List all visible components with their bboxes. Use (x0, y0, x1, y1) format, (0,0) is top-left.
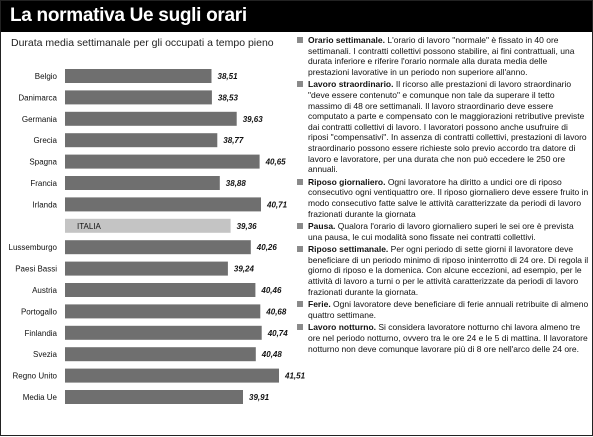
value-label-italia: 39,36 (236, 221, 257, 231)
category-label-media-ue: Media Ue (22, 393, 57, 402)
note-text: Si considera lavoratore notturno chi lavora almeno tre ore nel periodo notturno, ovvero tra le ore 24 e le 5 di mattina. Il lavoratore notturno non deve comunque lavorare più di 8 ore nell'arco delle 24 ore. (308, 322, 588, 354)
note-ferie (297, 299, 589, 320)
note-text: Per ogni periodo di sette giorni il lavoratore deve beneficiare di un periodo minimo di riposo ininterrotto di 24 ore. Di regola il giorno di riposo e la domenica. Con alcune eccezioni, ad esempio, per le attività di lavoro a turni o per le attività caratterizzate da periodi di lavoro frazionati durante la giornata. (308, 244, 589, 297)
bar-grecia (65, 133, 217, 147)
value-label-spagna: 40,65 (265, 157, 286, 167)
value-label-francia: 38,88 (225, 179, 246, 188)
bar-portogallo (65, 304, 260, 318)
category-label-regno-unito: Regno Unito (12, 371, 57, 381)
value-label-irlanda: 40,71 (267, 200, 288, 210)
bar-media-ue (65, 390, 243, 404)
value-label-danimarca: 38,53 (217, 93, 238, 103)
note-title: Lavoro straordinario. (308, 79, 394, 90)
value-label-finlandia: 40,74 (267, 328, 288, 338)
note-title: Lavoro notturno. (308, 322, 376, 333)
value-label-lussemburgo: 40,26 (256, 243, 277, 253)
bar-finlandia (65, 326, 262, 340)
category-label-austria: Austria (32, 286, 57, 295)
bar-regno-unito (65, 369, 279, 383)
square-bullet-icon (297, 179, 303, 185)
square-bullet-icon (297, 81, 303, 87)
note-title: Orario settimanale. (308, 35, 386, 45)
category-label-italia: ITALIA (77, 221, 101, 231)
bar-chart (1, 1, 306, 437)
note-title: Ferie. (308, 299, 331, 310)
category-label-irlanda: Irlanda (32, 200, 57, 210)
category-label-germania: Germania (21, 114, 57, 124)
notes-list (297, 35, 589, 356)
square-bullet-icon (297, 324, 303, 330)
bar-spagna (65, 155, 260, 169)
square-bullet-icon (297, 246, 303, 252)
value-label-media-ue: 39,91 (249, 393, 270, 402)
note-riposo-settimanale (297, 244, 589, 297)
note-text: Il ricorso alle prestazioni di lavoro straordinario "deve essere contenuto" e comunque non tale da superare il tetto massimo di 48 ore settimanali. Il lavoro straordinario deve essere computato a parte e compensato con le maggiorazioni retributive previste dai contratti collettivi di lavoro. I lavoratori possono anche usufruire di riposi "compensativi". In assenza di contratti collettivi, prestazioni di lavoro straordinario possono essere richieste solo previo accordo tra datore di lavoro e lavoratore, per una durata che non può eccedere le 250 ore annuali. (308, 79, 587, 175)
value-label-grecia: 38,77 (223, 136, 244, 146)
square-bullet-icon (297, 301, 303, 307)
bar-lussemburgo (65, 240, 251, 254)
square-bullet-icon (297, 37, 303, 43)
square-bullet-icon (297, 223, 303, 229)
bar-svezia (65, 347, 256, 361)
category-label-portogallo: Portogallo (20, 307, 57, 317)
bar-austria (65, 283, 255, 297)
note-orario-settimanale (297, 35, 589, 77)
category-label-grecia: Grecia (33, 136, 57, 146)
note-title: Riposo settimanale. (308, 244, 389, 255)
category-label-finlandia: Finlandia (24, 328, 57, 338)
value-label-svezia: 40,48 (261, 350, 282, 360)
category-label-danimarca: Danimarca (18, 93, 57, 103)
bar-irlanda (65, 197, 261, 211)
value-label-regno-unito: 41,51 (285, 371, 306, 381)
category-label-paesi-bassi: Paesi Bassi (15, 264, 57, 274)
value-label-paesi-bassi: 39,24 (233, 264, 254, 274)
note-pausa (297, 221, 589, 242)
category-label-lussemburgo: Lussemburgo (8, 243, 57, 253)
note-lavoro-straordinario (297, 79, 589, 174)
bar-danimarca (65, 90, 212, 104)
bar-paesi-bassi (65, 262, 228, 276)
value-label-austria: 40,46 (261, 286, 282, 295)
bar-belgio (65, 69, 212, 83)
page-title: La normativa Ue sugli orari (10, 5, 247, 26)
note-riposo-giornaliero (297, 177, 589, 219)
category-label-belgio: Belgio (34, 72, 57, 81)
category-label-francia: Francia (30, 179, 57, 188)
bar-germania (65, 112, 237, 126)
note-text: L'orario di lavoro "normale" è fissato in 40 ore settimanali. I contratti collettivi possono stabilire, ai fini contrattuali, una durata inferiore e riferire l'orario normale alla durata media delle prestazioni lavorative in un periodo non superiore all'anno. (308, 35, 575, 77)
category-label-svezia: Svezia (32, 350, 57, 360)
note-text: Qualora l'orario di lavoro giornaliero superi le sei ore è prevista una pausa, le cui modalità sono fissate nei contratti collettivi. (308, 221, 574, 242)
note-lavoro-notturno (297, 322, 589, 354)
bar-francia (65, 176, 220, 190)
value-label-portogallo: 40,68 (266, 307, 287, 317)
note-text: Ogni lavoratore ha diritto a undici ore di riposo consecutivo ogni ventiquattro ore. Il riposo giornaliero deve essere fruito in modo consecutivo fatte salve le attività caratterizzate da periodi di lavoro frazionati durante la giornata (308, 176, 589, 219)
note-text: Ogni lavoratore deve beneficiare di ferie annuali retribuite di almeno quattro settimane. (308, 299, 589, 320)
note-title: Pausa. (308, 221, 336, 232)
category-label-spagna: Spagna (29, 157, 57, 167)
note-title: Riposo giornaliero. (308, 176, 386, 187)
value-label-germania: 39,63 (242, 114, 263, 124)
value-label-belgio: 38,51 (217, 72, 238, 81)
chart-subtitle: Durata media settimanale per gli occupati a tempo pieno (11, 37, 274, 49)
